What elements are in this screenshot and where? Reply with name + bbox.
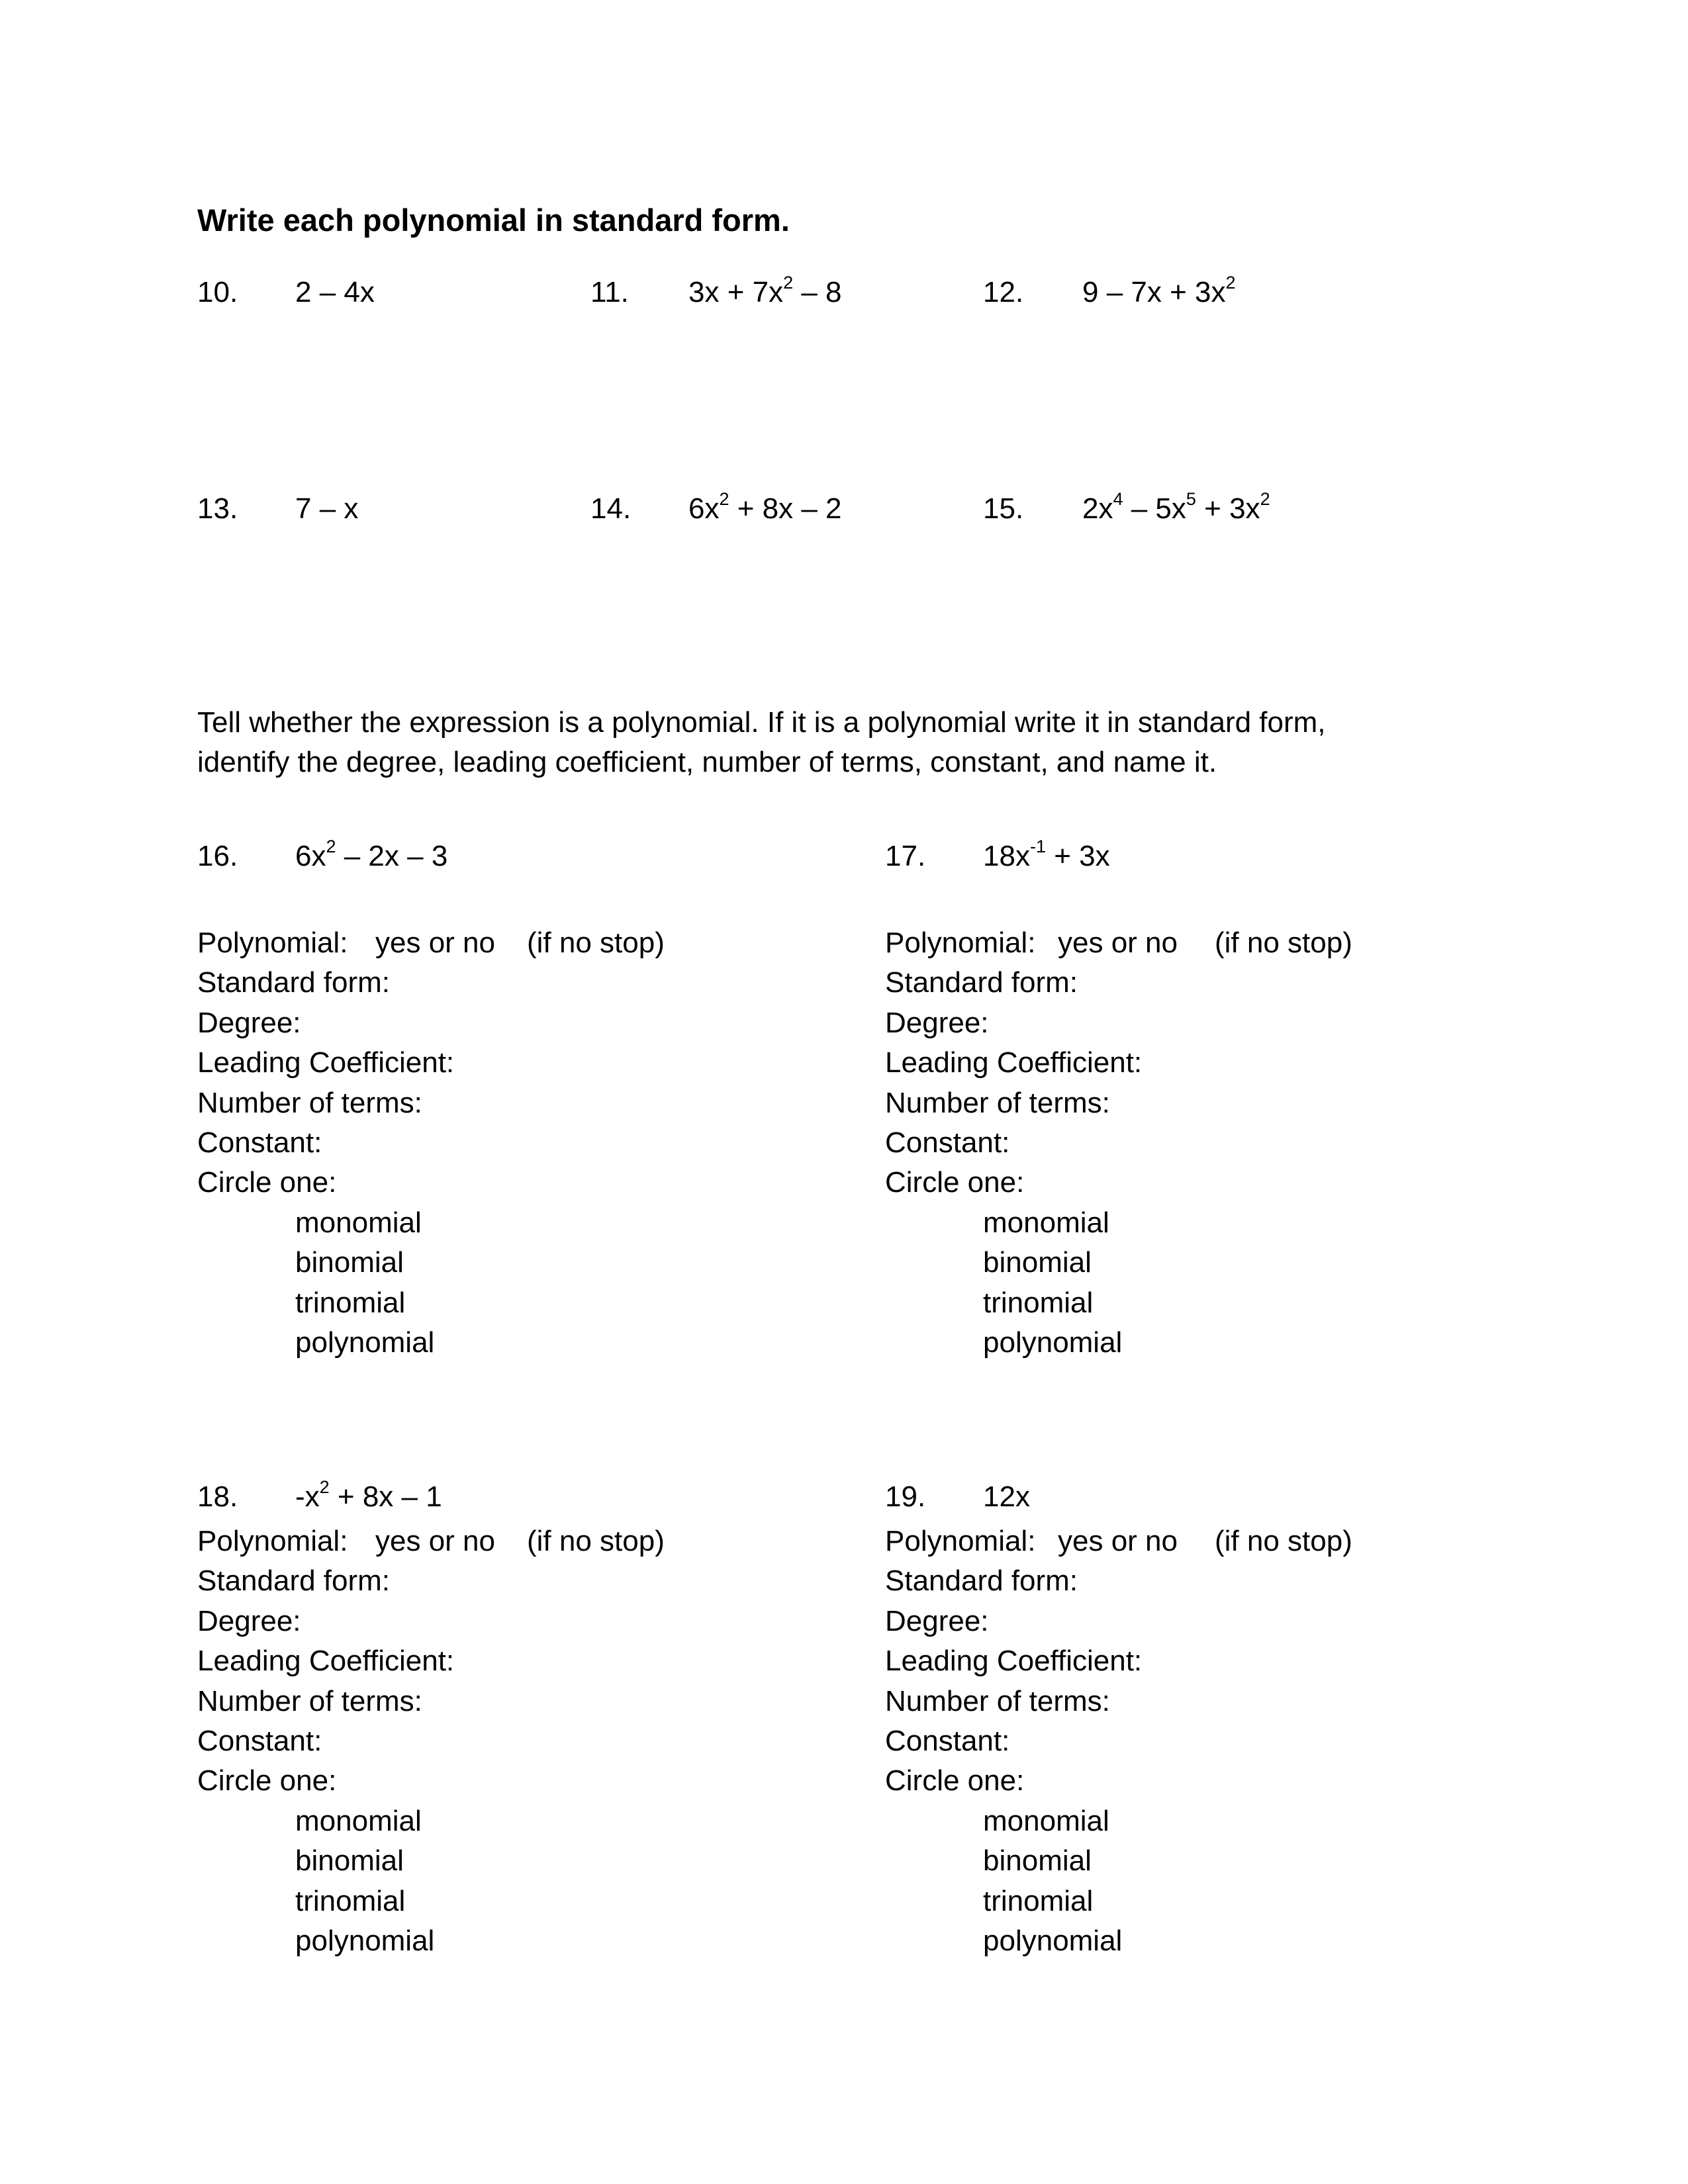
option-binomial: binomial bbox=[983, 1844, 1092, 1878]
option-trinomial: trinomial bbox=[983, 1286, 1094, 1319]
yes-or-no-choice: yes or no bbox=[375, 927, 495, 959]
problem-number: 10. bbox=[197, 276, 238, 308]
circle-one-label: Circle one: bbox=[885, 1166, 1025, 1199]
leading-coefficient-label: Leading Coefficient: bbox=[885, 1645, 1143, 1678]
expression-term: 6x bbox=[295, 840, 326, 872]
expression-term: 6x bbox=[688, 492, 720, 525]
problem-number: 14. bbox=[590, 492, 632, 525]
polynomial-label: Polynomial: bbox=[197, 1525, 348, 1557]
problem-number: 15. bbox=[983, 492, 1024, 525]
option-polynomial: polynomial bbox=[983, 1925, 1123, 1957]
expression-term: – 5x bbox=[1123, 492, 1186, 525]
option-binomial: binomial bbox=[295, 1844, 404, 1878]
problem-number: 13. bbox=[197, 492, 238, 525]
expression-term: 9 – 7x + 3x bbox=[1082, 276, 1226, 308]
exponent: 5 bbox=[1186, 489, 1196, 510]
circle-one-label: Circle one: bbox=[197, 1166, 337, 1199]
standard-form-label: Standard form: bbox=[885, 1565, 1078, 1598]
leading-coefficient-label: Leading Coefficient: bbox=[197, 1645, 455, 1678]
leading-coefficient-label: Leading Coefficient: bbox=[885, 1046, 1143, 1079]
yes-or-no-choice: yes or no bbox=[1058, 1525, 1178, 1557]
problem-number: 18. bbox=[197, 1480, 238, 1513]
expression-term: 7 – x bbox=[295, 492, 359, 525]
problem-expression bbox=[295, 489, 358, 529]
exponent: 2 bbox=[326, 837, 336, 857]
option-trinomial: trinomial bbox=[295, 1884, 406, 1917]
option-trinomial: trinomial bbox=[295, 1286, 406, 1319]
yes-or-no-choice: yes or no bbox=[1058, 927, 1178, 959]
section-title: Write each polynomial in standard form. bbox=[197, 203, 790, 238]
problem-number: 19. bbox=[885, 1480, 926, 1513]
if-no-stop-note: (if no stop) bbox=[527, 1525, 665, 1557]
constant-label: Constant: bbox=[197, 1126, 322, 1159]
option-monomial: monomial bbox=[295, 1206, 422, 1239]
if-no-stop-note: (if no stop) bbox=[1215, 1525, 1352, 1557]
circle-one-label: Circle one: bbox=[197, 1764, 337, 1797]
problem-expression bbox=[688, 273, 842, 312]
number-of-terms-label: Number of terms: bbox=[885, 1086, 1110, 1119]
polynomial-label: Polynomial: bbox=[197, 927, 348, 959]
instructions-line-2: identify the degree, leading coefficient, number of terms, constant, and name it. bbox=[197, 746, 1217, 778]
expression-term: 12x bbox=[983, 1480, 1030, 1513]
expression-term: + 8x – 2 bbox=[729, 492, 842, 525]
option-trinomial: trinomial bbox=[983, 1884, 1094, 1917]
constant-label: Constant: bbox=[885, 1725, 1010, 1757]
expression-term: + 3x bbox=[1045, 840, 1110, 872]
expression-term: 3x + 7x bbox=[688, 276, 784, 308]
standard-form-label: Standard form: bbox=[885, 966, 1078, 999]
constant-label: Constant: bbox=[197, 1725, 322, 1757]
option-monomial: monomial bbox=[295, 1804, 422, 1837]
number-of-terms-label: Number of terms: bbox=[197, 1684, 422, 1717]
option-polynomial: polynomial bbox=[983, 1326, 1123, 1359]
expression-term: 2 – 4x bbox=[295, 276, 375, 308]
standard-form-label: Standard form: bbox=[197, 1565, 391, 1598]
problem-expression bbox=[1082, 489, 1270, 529]
polynomial-label: Polynomial: bbox=[885, 927, 1036, 959]
exponent: 2 bbox=[1260, 489, 1270, 510]
number-of-terms-label: Number of terms: bbox=[197, 1086, 422, 1119]
expression-term: -x bbox=[295, 1480, 320, 1513]
problem-number: 17. bbox=[885, 840, 926, 872]
problem-expression bbox=[688, 489, 842, 529]
option-binomial: binomial bbox=[983, 1246, 1092, 1279]
instructions-line-1: Tell whether the expression is a polynomial. If it is a polynomial write it in standard form, bbox=[197, 706, 1326, 739]
degree-label: Degree: bbox=[197, 1604, 301, 1637]
option-monomial: monomial bbox=[983, 1804, 1109, 1837]
if-no-stop-note: (if no stop) bbox=[1215, 927, 1352, 959]
exponent: -1 bbox=[1029, 837, 1046, 857]
problem-number: 11. bbox=[590, 276, 629, 308]
exponent: 2 bbox=[1225, 273, 1236, 293]
expression-term: 2x bbox=[1082, 492, 1113, 525]
option-polynomial: polynomial bbox=[295, 1925, 435, 1957]
problem-number: 12. bbox=[983, 276, 1024, 308]
leading-coefficient-label: Leading Coefficient: bbox=[197, 1046, 455, 1079]
problem-expression bbox=[295, 837, 447, 876]
constant-label: Constant: bbox=[885, 1126, 1010, 1159]
number-of-terms-label: Number of terms: bbox=[885, 1684, 1110, 1717]
option-binomial: binomial bbox=[295, 1246, 404, 1279]
circle-one-label: Circle one: bbox=[885, 1764, 1025, 1797]
problem-expression bbox=[295, 1477, 442, 1517]
exponent: 4 bbox=[1113, 489, 1123, 510]
expression-term: – 8 bbox=[793, 276, 842, 308]
yes-or-no-choice: yes or no bbox=[375, 1525, 495, 1557]
option-monomial: monomial bbox=[983, 1206, 1109, 1239]
problem-expression bbox=[983, 1477, 1030, 1517]
problem-expression bbox=[1082, 273, 1236, 312]
expression-term: + 8x – 1 bbox=[329, 1480, 442, 1513]
exponent: 2 bbox=[719, 489, 729, 510]
polynomial-label: Polynomial: bbox=[885, 1525, 1036, 1557]
problem-expression bbox=[295, 273, 375, 312]
degree-label: Degree: bbox=[197, 1006, 301, 1039]
expression-term: + 3x bbox=[1196, 492, 1260, 525]
standard-form-label: Standard form: bbox=[197, 966, 391, 999]
problem-number: 16. bbox=[197, 840, 238, 872]
option-polynomial: polynomial bbox=[295, 1326, 435, 1359]
degree-label: Degree: bbox=[885, 1604, 989, 1637]
exponent: 2 bbox=[783, 273, 794, 293]
problem-expression bbox=[983, 837, 1110, 876]
degree-label: Degree: bbox=[885, 1006, 989, 1039]
expression-term: 18x bbox=[983, 840, 1030, 872]
if-no-stop-note: (if no stop) bbox=[527, 927, 665, 959]
exponent: 2 bbox=[319, 1477, 330, 1498]
expression-term: – 2x – 3 bbox=[336, 840, 448, 872]
